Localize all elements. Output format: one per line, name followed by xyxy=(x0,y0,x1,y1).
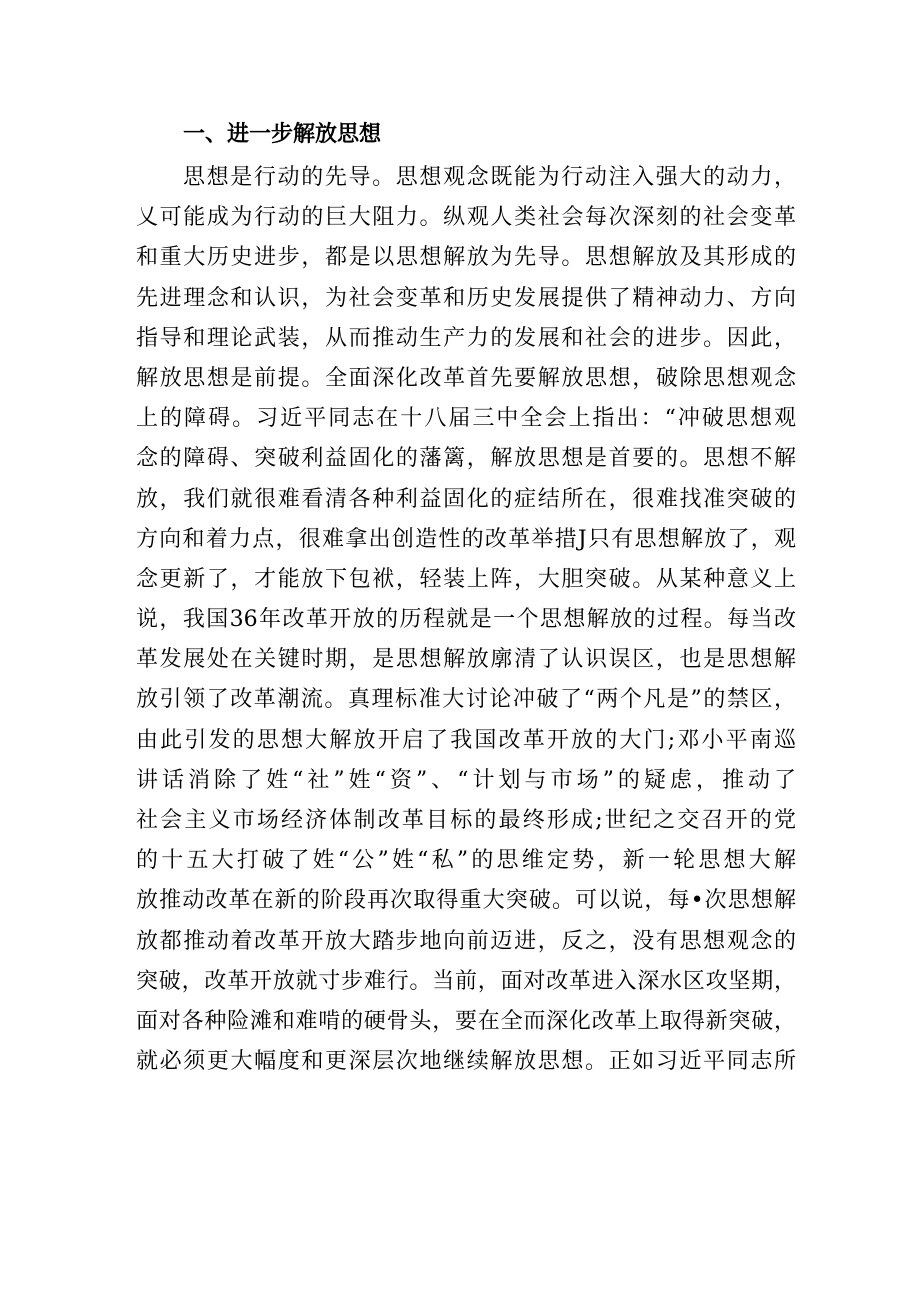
text-line: 和重大历史进步，都是以思想解放为先导。思想解放及其形成的 xyxy=(136,245,796,271)
text-line: 突破，改革开放就寸步难行。当前，面对改革进入深水区攻坚期， xyxy=(136,968,796,994)
text-line: 的十五大打破了姓“公”姓“私”的思维定势，新一轮思想大解 xyxy=(136,848,796,874)
body-paragraph xyxy=(136,158,796,1082)
text-line: 指导和理论武装，从而推动生产力的发展和社会的进步。因此， xyxy=(136,325,796,351)
text-line: 放都推动着改革开放大踏步地向前迈进，反之，没有思想观念的 xyxy=(136,928,796,954)
text-line: 就必须更大幅度和更深层次地继续解放思想。正如习近平同志所 xyxy=(136,1049,796,1075)
text-line: 念的障碍、突破利益固化的藩篱，解放思想是首要的。思想不解 xyxy=(136,446,796,472)
text-line: 乂可能成为行动的巨大阻力。纵观人类社会每次深刻的社会变革 xyxy=(136,205,796,231)
text-line: 放推动改革在新的阶段再次取得重大突破。可以说，每•次思想解 xyxy=(136,888,796,914)
text-line: 革发展处在关键时期，是思想解放廓清了认识误区，也是思想解 xyxy=(136,647,796,673)
text-line: 面对各种险滩和难啃的硬骨头，要在全而深化改革上取得新突破， xyxy=(136,1008,796,1034)
text-line: 说，我国36年改革开放的历程就是一个思想解放的过程。每当改 xyxy=(136,607,796,633)
text-line: 由此引发的思想大解放开启了我国改革开放的大门;邓小平南巡 xyxy=(136,727,796,753)
section-heading: 一、进一步解放思想 xyxy=(183,122,382,147)
text-line: 念更新了，才能放下包袱，轻装上阵，大胆突破。从某种意义上 xyxy=(136,566,796,592)
text-line: 思想是行动的先导。思想观念既能为行动注入强大的动力， xyxy=(183,165,796,190)
text-line: 上的障碍。习近平同志在十八届三中全会上指出：“冲破思想观 xyxy=(136,406,796,432)
text-line: 先进理念和认识，为社会变革和历史发展提供了精神动力、方向 xyxy=(136,285,796,311)
text-line: 解放思想是前提。全面深化改革首先要解放思想，破除思想观念 xyxy=(136,365,796,391)
text-line: 社会主义市场经济体制改革目标的最终形成;世纪之交召开的党 xyxy=(136,808,796,833)
text-line: 放，我们就很难看清各种利益固化的症结所在，很难找准突破的 xyxy=(136,486,796,512)
text-line: 放引领了改革潮流。真理标准大讨论冲破了“两个凡是”的禁区， xyxy=(136,687,796,713)
text-line: 方向和着力点，很难拿出创造性的改革举措J只有思想解放了，观 xyxy=(136,526,796,552)
text-line: 讲话消除了姓“社”姓“资”、“计划与市场”的疑虑，推动了 xyxy=(136,767,796,793)
